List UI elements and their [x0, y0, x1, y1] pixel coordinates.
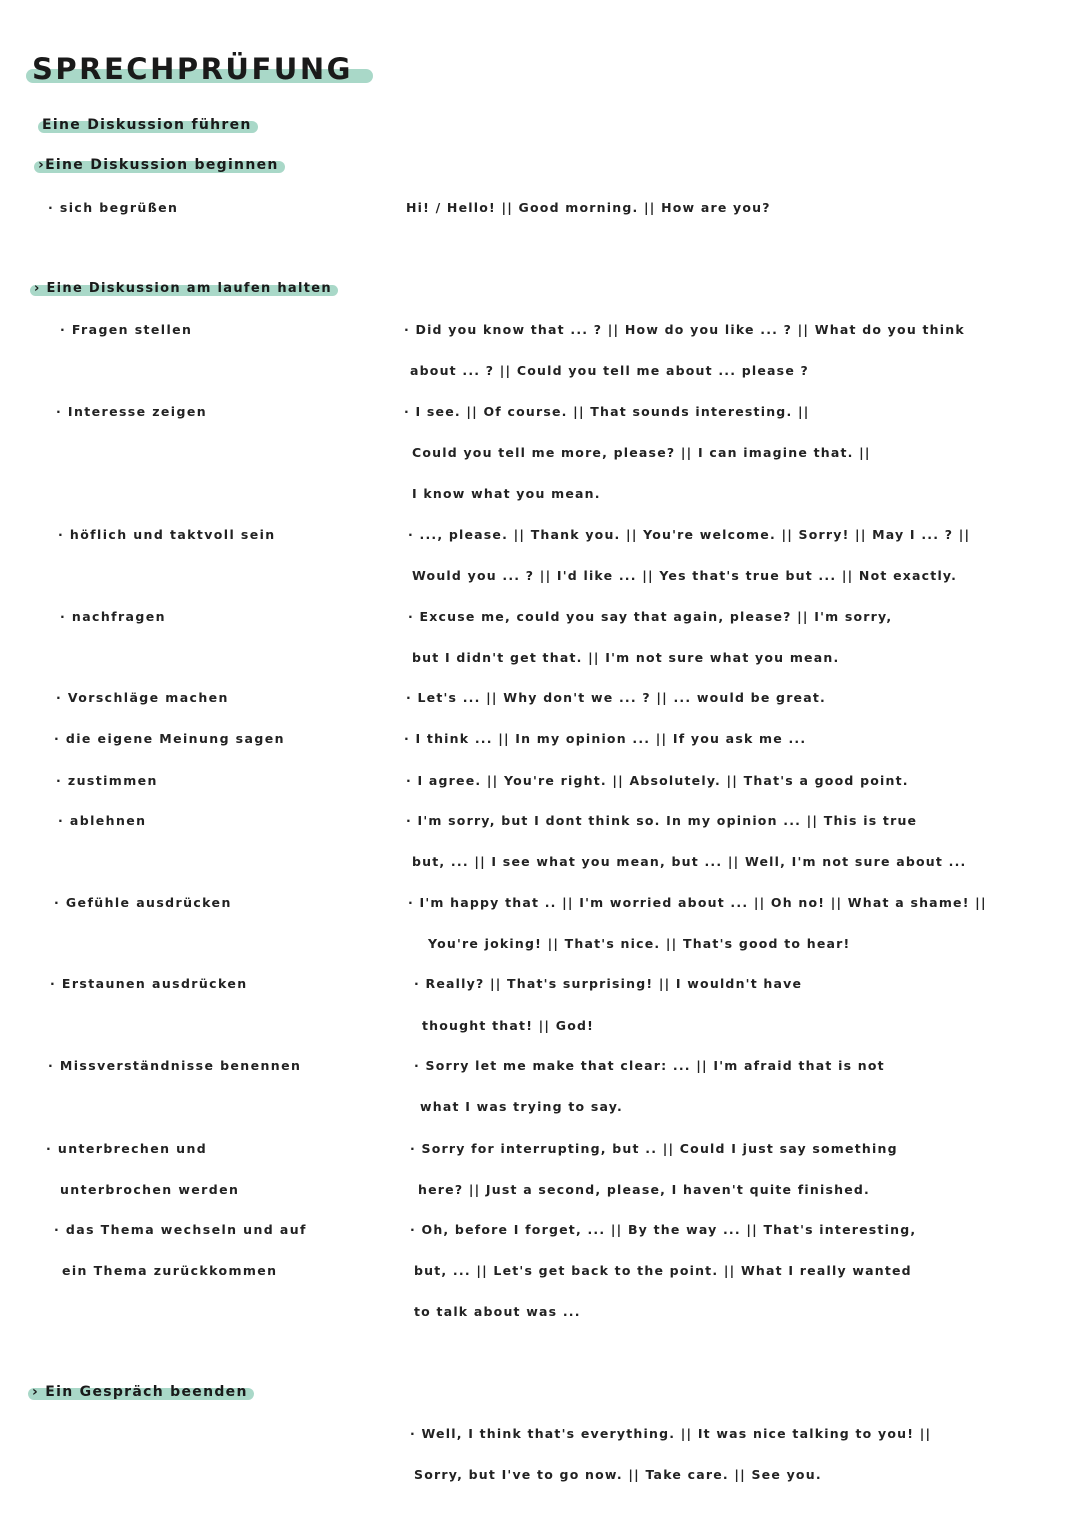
subtitle: Eine Diskussion führen	[42, 117, 252, 133]
phrase-line: · Let's ... || Why don't we ... ? || ... would be great.	[406, 690, 826, 705]
phrase-line: Hi! / Hello! || Good morning. || How are you?	[406, 200, 771, 215]
row-label: · zustimmen	[56, 773, 158, 788]
page-title: SPRECHPRÜFUNG	[32, 52, 353, 86]
section-heading-begin: ›Eine Diskussion beginnen	[38, 157, 279, 173]
section-heading-end: › Ein Gespräch beenden	[32, 1384, 248, 1400]
phrase-line: · I agree. || You're right. || Absolutely. || That's a good point.	[406, 773, 909, 788]
phrase-line: I know what you mean.	[412, 486, 601, 501]
phrase-line: · Sorry let me make that clear: ... || I'm afraid that is not	[414, 1058, 885, 1073]
phrase-line: · Excuse me, could you say that again, please? || I'm sorry,	[408, 609, 893, 624]
phrase-line: Sorry, but I've to go now. || Take care. || See you.	[414, 1467, 822, 1482]
section-heading-keep: › Eine Diskussion am laufen halten	[34, 281, 332, 296]
row-label: · Gefühle ausdrücken	[54, 895, 232, 910]
row-label: · Missverständnisse benennen	[48, 1058, 302, 1073]
phrase-line: to talk about was ...	[414, 1304, 581, 1319]
phrase-line: · I'm happy that .. || I'm worried about ... || Oh no! || What a shame! ||	[408, 895, 987, 910]
row-label: · Fragen stellen	[60, 322, 193, 337]
phrase-line: · Did you know that ... ? || How do you like ... ? || What do you think	[404, 322, 965, 337]
row-label: · das Thema wechseln und auf	[54, 1222, 307, 1237]
row-label: · Interesse zeigen	[56, 404, 208, 419]
row-label: · sich begrüßen	[48, 200, 179, 215]
phrase-line: · I think ... || In my opinion ... || If you ask me ...	[404, 731, 807, 746]
phrase-line: · I'm sorry, but I dont think so. In my opinion ... || This is true	[406, 813, 918, 828]
phrase-line: but, ... || I see what you mean, but ... || Well, I'm not sure about ...	[412, 854, 967, 869]
row-label: · unterbrechen und	[46, 1141, 208, 1156]
row-label-continued: unterbrochen werden	[60, 1182, 240, 1197]
phrase-line: · ..., please. || Thank you. || You're welcome. || Sorry! || May I ... ? ||	[408, 527, 971, 542]
phrase-line: You're joking! || That's nice. || That's good to hear!	[428, 936, 851, 951]
row-label: · die eigene Meinung sagen	[54, 731, 285, 746]
phrase-line: · Well, I think that's everything. || It was nice talking to you! ||	[410, 1426, 932, 1441]
phrase-line: what I was trying to say.	[420, 1099, 623, 1114]
phrase-line: Would you ... ? || I'd like ... || Yes that's true but ... || Not exactly.	[412, 568, 958, 583]
phrase-line: here? || Just a second, please, I haven't quite finished.	[418, 1182, 871, 1197]
phrase-line: about ... ? || Could you tell me about ... please ?	[410, 363, 809, 378]
row-label: · Erstaunen ausdrücken	[50, 976, 248, 991]
row-label-continued: ein Thema zurückkommen	[62, 1263, 278, 1278]
phrase-line: · Oh, before I forget, ... || By the way ... || That's interesting,	[410, 1222, 917, 1237]
row-label: · Vorschläge machen	[56, 690, 229, 705]
phrase-line: · Really? || That's surprising! || I wouldn't have	[414, 976, 803, 991]
row-label: · nachfragen	[60, 609, 166, 624]
row-label: · ablehnen	[58, 813, 147, 828]
row-label: · höflich und taktvoll sein	[58, 527, 276, 542]
phrase-line: · Sorry for interrupting, but .. || Could I just say something	[410, 1141, 898, 1156]
phrase-line: thought that! || God!	[422, 1018, 595, 1033]
phrase-line: Could you tell me more, please? || I can imagine that. ||	[412, 445, 871, 460]
phrase-line: but I didn't get that. || I'm not sure what you mean.	[412, 650, 840, 665]
phrase-line: but, ... || Let's get back to the point. || What I really wanted	[414, 1263, 912, 1278]
phrase-line: · I see. || Of course. || That sounds interesting. ||	[404, 404, 810, 419]
